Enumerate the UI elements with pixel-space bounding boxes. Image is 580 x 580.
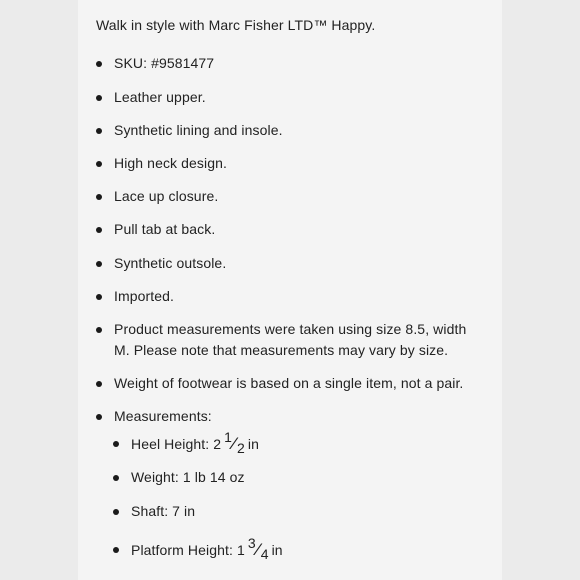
- list-item-text: Synthetic outsole.: [114, 255, 227, 271]
- bullet-icon: [113, 547, 119, 553]
- list-item-text: SKU: #9581477: [114, 55, 215, 71]
- bullet-icon: [113, 509, 119, 515]
- list-item-text: Leather upper.: [114, 89, 206, 105]
- bullet-icon: [96, 381, 102, 387]
- list-item-text: Weight of footwear is based on a single item, not a pair.: [114, 375, 464, 391]
- fraction-slash: ⁄: [232, 434, 237, 453]
- bullet-icon: [113, 441, 119, 447]
- fraction-slash: ⁄: [256, 540, 260, 559]
- heel-height-label: Heel Height: 2: [131, 436, 222, 452]
- bullet-icon: [96, 128, 102, 134]
- list-item-text: Synthetic lining and insole.: [114, 122, 283, 138]
- shaft-text: Shaft: 7 in: [131, 503, 196, 519]
- bullet-icon: [96, 95, 102, 101]
- list-item-text: Lace up closure.: [114, 188, 219, 204]
- heel-height-denominator: 2: [236, 440, 245, 456]
- platform-height-denominator: 4: [260, 546, 269, 562]
- bullet-icon: [96, 294, 102, 300]
- bullet-icon: [96, 327, 102, 333]
- list-item-text: Product measurements were taken using size 8.5, width M. Please note that measurements may vary by size.: [114, 321, 467, 358]
- list-item-text: Imported.: [114, 288, 175, 304]
- list-item-text: High neck design.: [114, 155, 227, 171]
- list-item-text: Measurements:: [114, 408, 212, 424]
- heel-height-numerator: 1: [224, 429, 233, 445]
- bullet-icon: [96, 194, 102, 200]
- platform-height-text: [131, 535, 283, 562]
- platform-height-numerator: 3: [247, 535, 256, 551]
- bullet-icon: [96, 227, 102, 233]
- platform-height-label: Platform Height: 1: [131, 542, 245, 558]
- bullet-icon: [96, 414, 102, 420]
- bullet-icon: [96, 161, 102, 167]
- list-item-text: Pull tab at back.: [114, 221, 216, 237]
- heel-height-text: [131, 429, 259, 456]
- bullet-icon: [113, 475, 119, 481]
- weight-text: Weight: 1 lb 14 oz: [131, 469, 245, 485]
- intro-text: Walk in style with Marc Fisher LTD™ Happy.: [96, 17, 376, 33]
- platform-height-unit: in: [271, 542, 283, 558]
- heel-height-unit: in: [247, 436, 259, 452]
- bullet-icon: [96, 261, 102, 267]
- bullet-icon: [96, 61, 102, 67]
